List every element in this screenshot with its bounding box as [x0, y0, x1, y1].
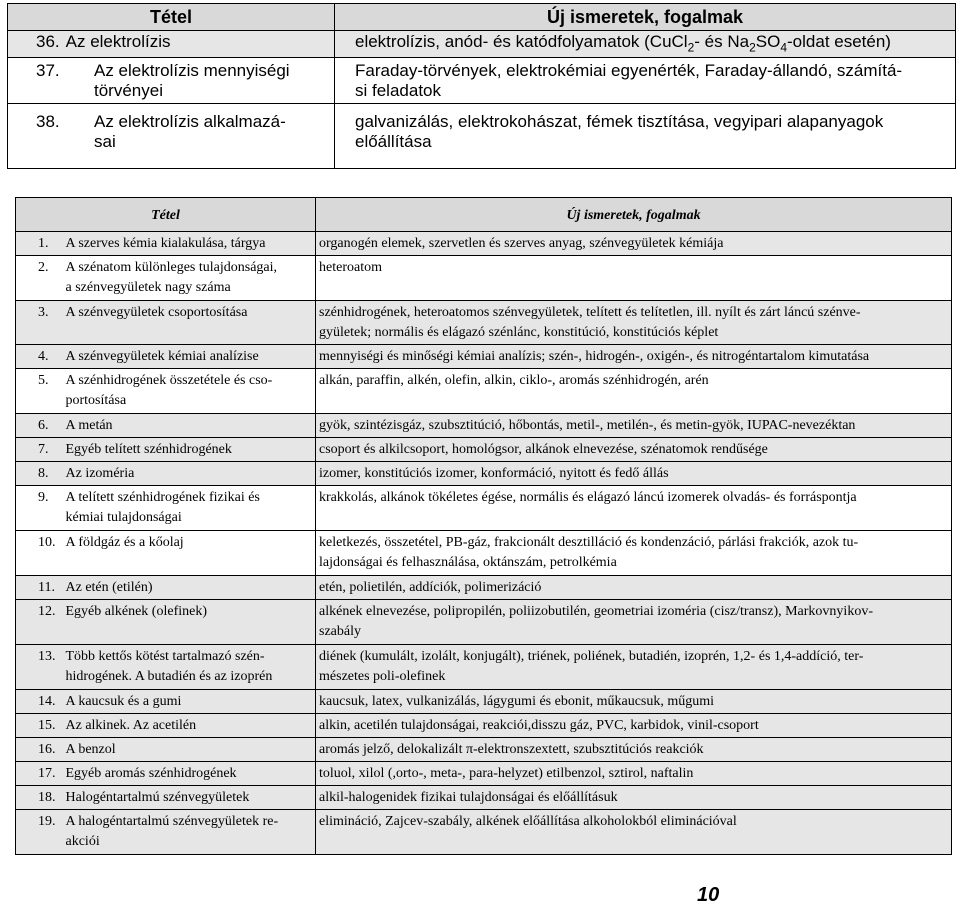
table-row — [16, 645, 952, 690]
table-row — [16, 369, 952, 414]
concepts-cell: alkének elnevezése, polipropilén, poliizobutilén, geometriai izoméria (cisz/transz), Markovnyikov- szabály — [316, 600, 952, 645]
item-title: Halogéntartalmú szénvegyületek — [62, 786, 316, 810]
item-title: Az izoméria — [62, 462, 316, 486]
concepts-cell: aromás jelző, delokalizált π-elektronszextett, szubsztitúciós reakciók — [316, 738, 952, 762]
item-number: 13. — [16, 645, 62, 690]
item-number: 12. — [16, 600, 62, 645]
table-header-row — [16, 198, 952, 232]
table-row — [16, 762, 952, 786]
item-title: A szerves kémia kialakulása, tárgya — [62, 232, 316, 256]
concepts-cell: Faraday-törvények, elektrokémiai egyenérték, Faraday-állandó, számítá- si feladatok — [335, 58, 956, 104]
table-row — [8, 58, 956, 104]
table-row — [16, 810, 952, 855]
item-number: 7. — [16, 438, 62, 462]
header-new-concepts: Új ismeretek, fogalmak — [316, 198, 952, 232]
concepts-cell: alkin, acetilén tulajdonságai, reakciói,disszu gáz, PVC, karbidok, vinil-csoport — [316, 714, 952, 738]
item-title: Az elektrolízis — [65, 32, 171, 51]
item-title: A szénhidrogének összetétele és cso- portosítása — [62, 369, 316, 414]
item-number: 11. — [16, 576, 62, 600]
header-item: Tétel — [8, 4, 335, 31]
item-title: A metán — [62, 414, 316, 438]
table-row — [16, 232, 952, 256]
item-number: 1. — [16, 232, 62, 256]
item-number: 19. — [16, 810, 62, 855]
item-number: 17. — [16, 762, 62, 786]
item-number: 10. — [16, 531, 62, 576]
table-header-row — [8, 4, 956, 31]
item-number: 2. — [16, 256, 62, 301]
concepts-cell: krakkolás, alkánok tökéletes égése, normális és elágazó láncú izomerek olvadás- és forráspontja — [316, 486, 952, 531]
table-row — [16, 714, 952, 738]
table-row — [16, 738, 952, 762]
concepts-cell: elimináció, Zajcev-szabály, alkének előállítása alkoholokból eliminációval — [316, 810, 952, 855]
concepts-cell: etén, polietilén, addíciók, polimerizáció — [316, 576, 952, 600]
item-title: A benzol — [62, 738, 316, 762]
table-row — [8, 31, 956, 58]
item-number: 14. — [16, 690, 62, 714]
item-title: A szénvegyületek kémiai analízise — [62, 345, 316, 369]
table-row — [16, 414, 952, 438]
header-item: Tétel — [16, 198, 316, 232]
item-cell — [8, 31, 335, 58]
concepts-cell: szénhidrogének, heteroatomos szénvegyületek, telített és telítetlen, ill. nyílt és zárt láncú szénve- gyületek; normális és elágazó szénlánc, konstitúció, konstitúciós képlet — [316, 301, 952, 345]
concepts-cell: diének (kumulált, izolált, konjugált), triének, poliének, butadién, izoprén, 1,2- és 1,4-addíció, ter- mészetes poli-olefinek — [316, 645, 952, 690]
item-title: Az alkinek. Az acetilén — [62, 714, 316, 738]
table-row — [8, 104, 956, 169]
item-title: A szénatom különleges tulajdonságai, a szénvegyületek nagy száma — [62, 256, 316, 301]
item-number: 8. — [16, 462, 62, 486]
item-title: A halogéntartalmú szénvegyületek re- akciói — [62, 810, 316, 855]
item-cell — [8, 58, 335, 104]
table-row — [16, 690, 952, 714]
item-title: Az elektrolízis mennyiségi törvényei — [94, 61, 290, 101]
concepts-cell: keletkezés, összetétel, PB-gáz, frakcionált desztilláció és kondenzáció, párlási frakciók, azok tu- lajdonságai és felhasználása, oktánszám, petrolkémia — [316, 531, 952, 576]
concepts-cell: galvanizálás, elektrokohászat, fémek tisztítása, vegyipari alapanyagok előállítása — [335, 104, 956, 169]
table-row — [16, 486, 952, 531]
concepts-cell: izomer, konstitúciós izomer, konformáció, nyitott és fedő állás — [316, 462, 952, 486]
item-number: 38. — [36, 112, 60, 132]
item-title: Több kettős kötést tartalmazó szén- hidrogének. A butadién és az izoprén — [62, 645, 316, 690]
item-title: Az etén (etilén) — [62, 576, 316, 600]
item-number: 16. — [16, 738, 62, 762]
item-title: Egyéb telített szénhidrogének — [62, 438, 316, 462]
concepts-cell: kaucsuk, latex, vulkanizálás, lágygumi és ebonit, műkaucsuk, műgumi — [316, 690, 952, 714]
concepts-cell: csoport és alkilcsoport, homológsor, alkánok elnevezése, szénatomok rendűsége — [316, 438, 952, 462]
organic-chemistry-topics-table — [15, 197, 952, 855]
item-number: 36. — [36, 32, 60, 51]
concepts-cell: alkil-halogenidek fizikai tulajdonságai és előállításuk — [316, 786, 952, 810]
concepts-cell: toluol, xilol (,orto-, meta-, para-helyzet) etilbenzol, sztirol, naftalin — [316, 762, 952, 786]
concepts-cell: gyök, szintézisgáz, szubsztitúció, hőbontás, metil-, metilén-, és metin-gyök, IUPAC-nevezéktan — [316, 414, 952, 438]
item-number: 15. — [16, 714, 62, 738]
item-number: 9. — [16, 486, 62, 531]
item-number: 6. — [16, 414, 62, 438]
item-title: A szénvegyületek csoportosítása — [62, 301, 316, 345]
table-row — [16, 600, 952, 645]
concepts-cell: heteroatom — [316, 256, 952, 301]
table-row — [16, 256, 952, 301]
item-title: A földgáz és a kőolaj — [62, 531, 316, 576]
item-title: A telített szénhidrogének fizikai és kémiai tulajdonságai — [62, 486, 316, 531]
item-number: 3. — [16, 301, 62, 345]
table-row — [16, 438, 952, 462]
concepts-cell: elektrolízis, anód- és katódfolyamatok (CuCl$_2$- és $Na_2SO_4$-oldat esetén) — [335, 31, 956, 58]
item-number: 4. — [16, 345, 62, 369]
concepts-cell: alkán, paraffin, alkén, olefin, alkin, ciklo-, aromás szénhidrogén, arén — [316, 369, 952, 414]
item-title: Egyéb aromás szénhidrogének — [62, 762, 316, 786]
electrolysis-topics-table — [7, 3, 956, 169]
table-row — [16, 576, 952, 600]
concepts-cell: mennyiségi és minőségi kémiai analízis; szén-, hidrogén-, oxigén-, és nitrogéntartalom kimutatása — [316, 345, 952, 369]
table-row — [16, 301, 952, 345]
item-title: Az elektrolízis alkalmazá- sai — [94, 112, 286, 152]
concepts-cell: organogén elemek, szervetlen és szerves anyag, szénvegyületek kémiája — [316, 232, 952, 256]
item-number: 18. — [16, 786, 62, 810]
page-number: 10 — [697, 884, 720, 906]
item-title: Egyéb alkének (olefinek) — [62, 600, 316, 645]
table-row — [16, 531, 952, 576]
table-row — [16, 462, 952, 486]
item-number: 37. — [36, 61, 60, 81]
item-cell — [8, 104, 335, 169]
table-row — [16, 786, 952, 810]
item-number: 5. — [16, 369, 62, 414]
header-new-concepts: Új ismeretek, fogalmak — [335, 4, 956, 31]
item-title: A kaucsuk és a gumi — [62, 690, 316, 714]
table-row — [16, 345, 952, 369]
